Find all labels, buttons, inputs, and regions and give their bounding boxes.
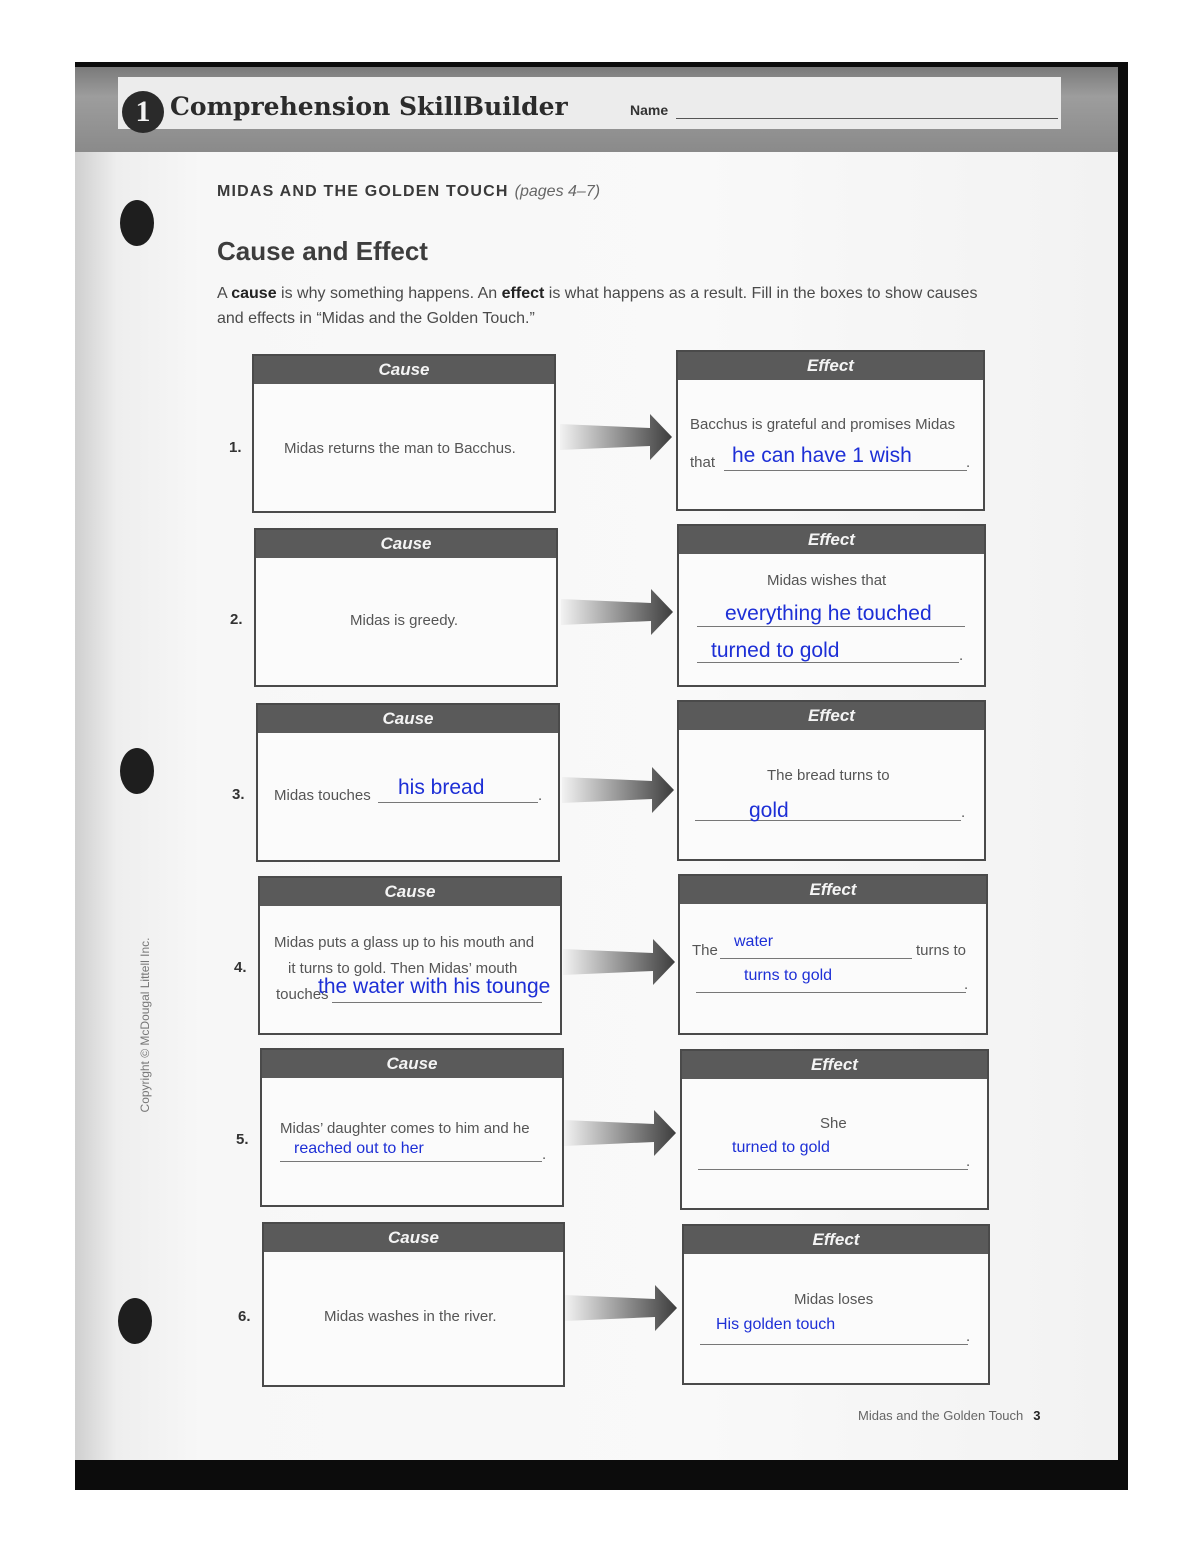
page-footer <box>858 1408 1041 1423</box>
answer-line[interactable] <box>720 958 912 959</box>
effect-text: Midas loses <box>794 1291 874 1308</box>
effect-header: Effect <box>679 526 984 554</box>
cause-header: Cause <box>258 705 558 733</box>
cause-header: Cause <box>254 356 554 384</box>
intro-text: A <box>217 285 232 302</box>
copyright-notice: Copyright © McDougal Littell Inc. <box>138 937 152 1113</box>
handwritten-answer[interactable]: turned to gold <box>711 639 840 662</box>
answer-line[interactable] <box>332 1002 542 1003</box>
cause-box-1 <box>252 354 556 513</box>
item-number: 4. <box>234 959 247 976</box>
arrow-icon <box>565 1283 677 1333</box>
cause-text: Midas washes in the river. <box>324 1308 497 1325</box>
effect-text: Midas wishes that <box>767 572 887 589</box>
cause-box-3 <box>256 703 560 862</box>
effect-text: The bread turns to <box>767 767 890 784</box>
cause-header: Cause <box>262 1050 562 1078</box>
cause-box-5 <box>260 1048 564 1207</box>
cause-text: Midas puts a glass up to his mouth and <box>274 934 535 951</box>
handwritten-answer[interactable]: he can have 1 wish <box>732 444 912 467</box>
effect-period: . <box>961 804 966 821</box>
effect-text: The <box>692 942 718 959</box>
handwritten-answer[interactable]: his bread <box>398 776 485 799</box>
handwritten-answer[interactable]: the water with his tounge <box>318 975 551 998</box>
arrow-icon <box>561 587 673 637</box>
item-number: 5. <box>236 1131 249 1148</box>
answer-line[interactable] <box>695 820 961 821</box>
effect-period: . <box>966 454 971 471</box>
handwritten-answer[interactable]: reached out to her <box>294 1140 424 1157</box>
handwritten-answer[interactable]: turns to gold <box>744 967 833 984</box>
effect-header: Effect <box>679 702 984 730</box>
page-number: 3 <box>1033 1408 1041 1423</box>
effect-box-4 <box>678 874 988 1035</box>
handwritten-answer[interactable]: His golden touch <box>716 1316 836 1333</box>
instructions <box>217 281 1007 331</box>
story-name: MIDAS AND THE GOLDEN TOUCH <box>217 183 509 200</box>
effect-period: . <box>959 647 964 664</box>
worksheet-title: Comprehension SkillBuilder <box>170 92 568 121</box>
cause-text: touches <box>276 986 329 1003</box>
effect-box-5 <box>680 1049 989 1210</box>
cause-box-6 <box>262 1222 565 1387</box>
arrow-icon <box>560 412 672 462</box>
effect-text: She <box>820 1115 847 1132</box>
effect-text: turns to <box>916 942 967 959</box>
answer-line[interactable] <box>697 626 965 627</box>
cause-box-4 <box>258 876 562 1035</box>
section-title: Cause and Effect <box>217 236 428 266</box>
arrow-icon <box>564 1108 676 1158</box>
cause-text: Midas is greedy. <box>350 612 459 629</box>
cause-text: Midas’ daughter comes to him and he <box>280 1120 530 1137</box>
effect-box-3 <box>677 700 986 861</box>
item-number: 1. <box>229 439 242 456</box>
intro-text: is why something happens. An <box>276 285 502 302</box>
binder-hole-middle <box>120 748 154 794</box>
effect-box-6 <box>682 1224 990 1385</box>
intro-cause-term: cause <box>231 285 277 302</box>
name-label: Name <box>630 102 669 118</box>
unit-number-badge: 1 <box>122 91 164 133</box>
effect-period: . <box>966 1153 971 1170</box>
answer-line[interactable] <box>700 1344 968 1345</box>
effect-period: . <box>964 976 969 993</box>
cause-period: . <box>542 1146 547 1163</box>
answer-line[interactable] <box>378 802 538 803</box>
effect-period: . <box>966 1328 971 1345</box>
effect-header: Effect <box>678 352 983 380</box>
handwritten-answer[interactable]: water <box>734 933 774 950</box>
cause-header: Cause <box>260 878 560 906</box>
arrow-icon <box>562 765 674 815</box>
handwritten-answer[interactable]: turned to gold <box>732 1139 830 1156</box>
cause-text: it turns to gold. Then Midas’ mouth <box>288 960 518 977</box>
effect-text: Bacchus is grateful and promises Midas <box>690 416 956 433</box>
arrow-icon <box>563 937 675 987</box>
cause-text: Midas returns the man to Bacchus. <box>284 440 516 457</box>
cause-period: . <box>538 787 543 804</box>
effect-box-2 <box>677 524 986 687</box>
answer-line[interactable] <box>696 992 966 993</box>
cause-header: Cause <box>256 530 556 558</box>
handwritten-answer[interactable]: everything he touched <box>725 602 932 625</box>
name-field-line[interactable] <box>676 118 1058 119</box>
effect-text: that <box>690 454 716 471</box>
intro-effect-term: effect <box>501 285 545 302</box>
binder-hole-bottom <box>118 1298 152 1344</box>
item-number: 3. <box>232 786 245 803</box>
answer-line[interactable] <box>280 1161 542 1162</box>
cause-text: Midas touches <box>274 787 371 804</box>
effect-header: Effect <box>680 876 986 904</box>
item-number: 6. <box>238 1308 251 1325</box>
story-title <box>217 183 600 201</box>
answer-line[interactable] <box>698 1169 968 1170</box>
footer-title: Midas and the Golden Touch <box>858 1408 1024 1423</box>
handwritten-answer[interactable]: gold <box>749 799 789 822</box>
cause-header: Cause <box>264 1224 563 1252</box>
effect-header: Effect <box>682 1051 987 1079</box>
effect-header: Effect <box>684 1226 988 1254</box>
item-number: 2. <box>230 611 243 628</box>
answer-line[interactable] <box>724 470 967 471</box>
binder-hole-top <box>120 200 154 246</box>
story-pages: (pages 4–7) <box>514 183 601 200</box>
effect-box-1 <box>676 350 985 511</box>
intro-text: is what happens as a result. Fill in the boxes to show causes and effects in “Midas and the Golden Touch.” <box>217 285 978 327</box>
cause-box-2 <box>254 528 558 687</box>
